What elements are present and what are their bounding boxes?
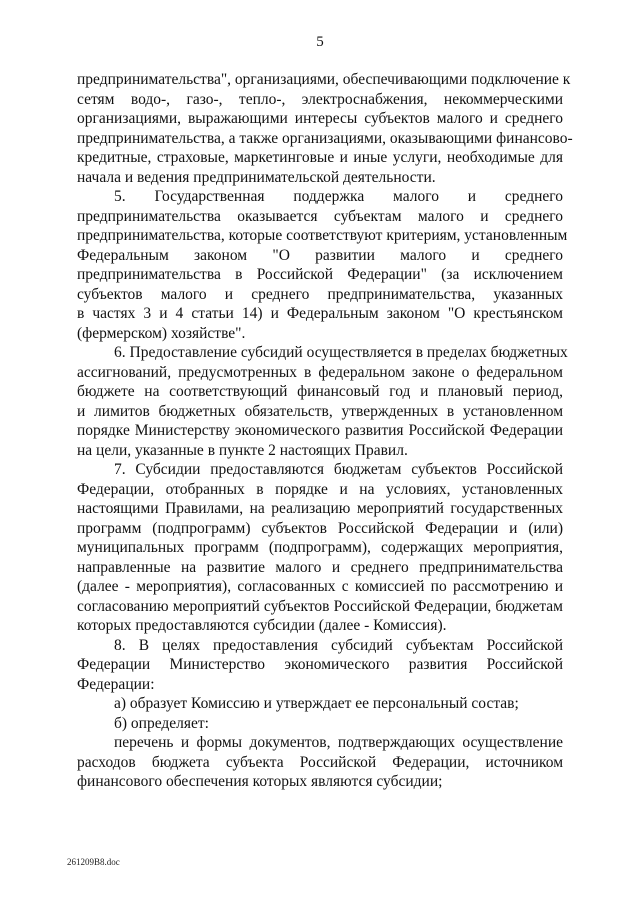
text-line: предпринимательства, которые соответствуют критериям, установленным bbox=[77, 227, 568, 244]
text-line: программ (подпрограмм) субъектов Российской Федерации и (или) bbox=[77, 519, 563, 537]
text-line: финансового обеспечения которых являются субсидии; bbox=[77, 773, 443, 790]
text-line: расходов бюджета субъекта Российской Федерации, источником bbox=[77, 753, 563, 771]
text-line: (далее - мероприятия), согласованных с комиссией по рассмотрению и bbox=[77, 578, 563, 595]
text-line: Федерации, отобранных в порядке и на условиях, установленных bbox=[77, 480, 563, 498]
text-line: предпринимательства", организациями, обеспечивающими подключение к bbox=[77, 71, 571, 88]
text-line: порядке Министерству экономического развития Российской Федерации bbox=[77, 422, 563, 439]
text-line: в частях 3 и 4 статьи 14) и Федеральным законом "О крестьянском bbox=[77, 305, 563, 322]
text-line: предпринимательства, а также организациями, оказывающими финансово- bbox=[77, 129, 573, 147]
text-line: настоящими Правилами, на реализацию мероприятий государственных bbox=[77, 500, 563, 517]
text-line: кредитные, страховые, маркетинговые и иные услуги, необходимые для bbox=[77, 149, 563, 166]
text-line: 7. Субсидии предоставляются бюджетам субъектов Российской bbox=[114, 461, 563, 478]
text-line: сетям водо-, газо-, тепло-, электроснабжения, некоммерческими bbox=[77, 90, 563, 108]
text-line: субъектов малого и среднего предпринимательства, указанных bbox=[77, 285, 563, 303]
text-line: перечень и формы документов, подтверждающих осуществление bbox=[114, 734, 563, 751]
text-line: Федерации: bbox=[77, 675, 155, 693]
text-line: на цели, указанные в пункте 2 настоящих Правил. bbox=[77, 441, 408, 459]
text-line: 8. В целях предоставления субсидий субъектам Российской bbox=[114, 636, 563, 654]
text-line: ассигнований, предусмотренных в федеральном законе о федеральном bbox=[77, 363, 563, 381]
text-line: б) определяет: bbox=[114, 714, 209, 732]
text-line: бюджете на соответствующий финансовый год и плановый период, bbox=[77, 383, 563, 400]
text-line: направленные на развитие малого и среднего предпринимательства bbox=[77, 558, 563, 576]
text-line: которых предоставляются субсидии (далее - Комиссия). bbox=[77, 617, 447, 634]
document-body bbox=[77, 70, 573, 792]
text-line: и лимитов бюджетных обязательств, утвержденных в установленном bbox=[77, 402, 563, 420]
text-line: согласованию мероприятий субъектов Российской Федерации, бюджетам bbox=[77, 597, 563, 615]
page-number: 5 bbox=[316, 34, 324, 50]
text-line: муниципальных программ (подпрограмм), содержащих мероприятия, bbox=[77, 539, 563, 556]
text-line: 5. Государственная поддержка малого и среднего bbox=[114, 188, 563, 205]
text-line: (фермерском) хозяйстве". bbox=[77, 324, 246, 342]
text-line: предпринимательства в Российской Федерации" (за исключением bbox=[77, 266, 563, 283]
text-line: Федерации Министерство экономического развития Российской bbox=[77, 656, 563, 673]
text-line: начала и ведения предпринимательской деятельности. bbox=[77, 168, 436, 186]
text-line: Федеральным законом "О развитии малого и среднего bbox=[77, 246, 563, 264]
text-line: предпринимательства оказывается субъектам малого и среднего bbox=[77, 207, 563, 225]
text-line: 6. Предоставление субсидий осуществляется в пределах бюджетных bbox=[114, 344, 568, 361]
text-line: организациями, выражающими интересы субъектов малого и среднего bbox=[77, 110, 563, 127]
text-line: а) образует Комиссию и утверждает ее персональный состав; bbox=[114, 695, 519, 712]
footer-file-code: 261209B8.doc bbox=[67, 857, 120, 867]
